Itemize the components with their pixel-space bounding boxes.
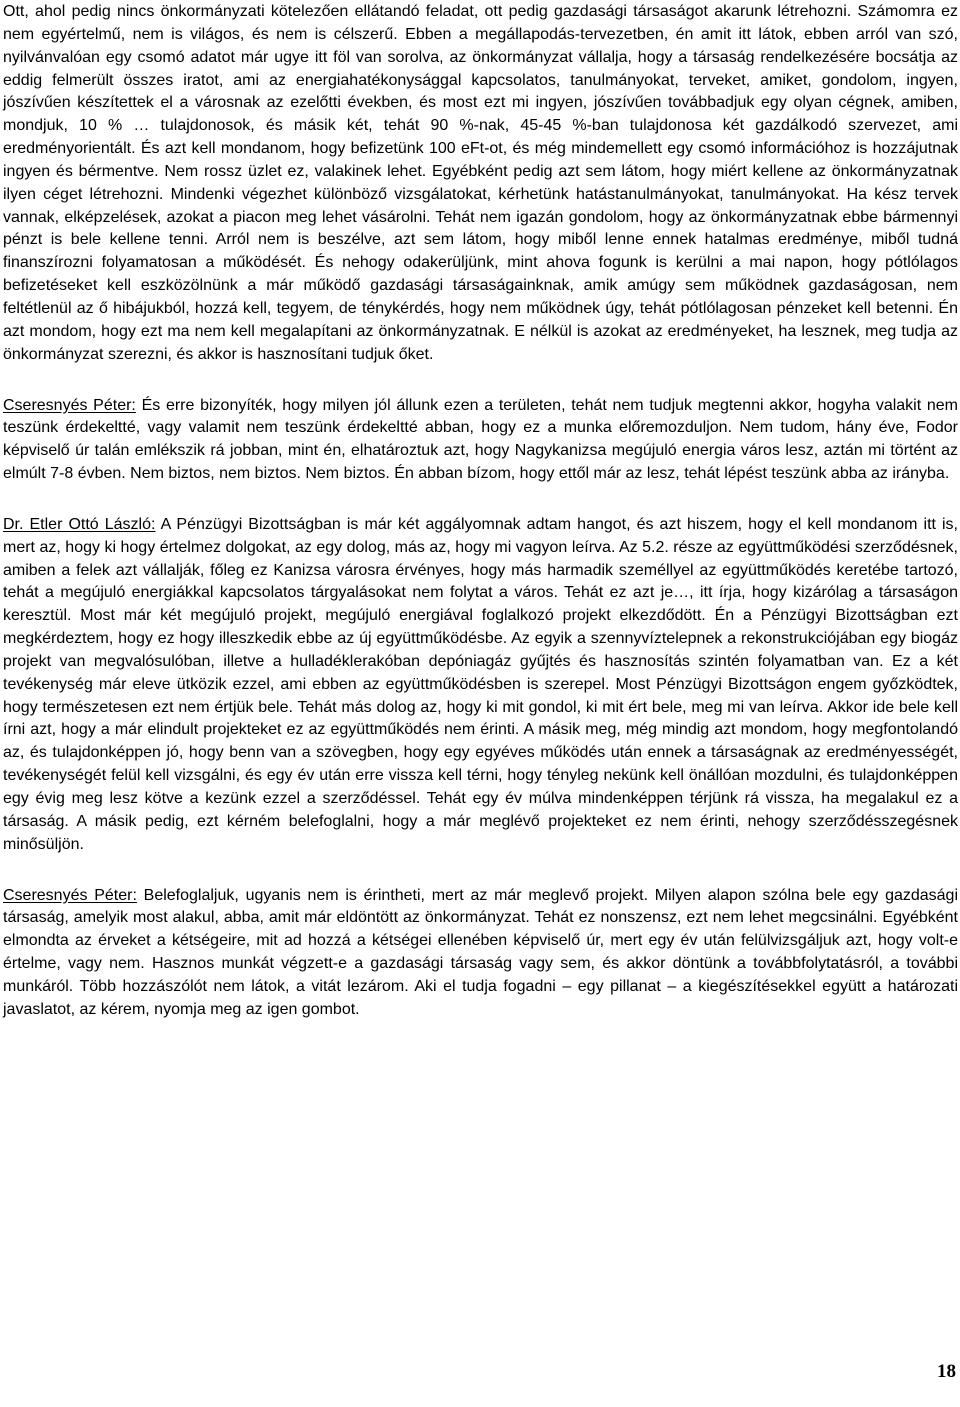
paragraph-3-text: A Pénzügyi Bizottságban is már két aggályomnak adtam hangot, és azt hiszem, hogy el kell mondanom itt is, mert az, hogy ki hogy értelmez dolgokat, az egy dolog, más az, hogy mi vagyon leírva. Az 5.2. része az együttműködési szerződésnek, amiben a felek azt vállalják, főleg ez Kanizsa városra érvényes, hogy más harmadik személlyel az együttműködés keretébe tartozó, tehát a megújuló energiákkal kapcsolatos tárgyalásokat nem folytat a város. Tehát ez azt je…, itt írja, hogy kizárólag a társaságon keresztül. Most már két megújuló projekt, megújuló energiával foglalkozó projekt elkezdődött. Én a Pénzügyi Bizottságban ezt megkérdeztem, hogy ez hogy illeszkedik ebbe az új együttműködésbe. Az egyik a szennyvíztelepnek a rekonstrukciójában egy biogáz projekt van megvalósulóban, illetve a hulladéklerakóban depóniagáz gyűjtés és hasznosítás szintén folyamatban van. Ez a két tevékenység már eleve ütközik ezzel, ami ebben az együttműködésben is szerepel. Most Pénzügyi Bizottságon engem győzködtek, hogy természetesen ezt nem értjük bele. Tehát más dolog az, hogy ki mit gondol, ki mit ért bele, meg mi van leírva. Akkor ide bele kell írni azt, hogy a már elindult projekteket ez az együttműködés nem érinti. A másik meg, még mindig azt mondom, hogy megfontolandó az, és tulajdonképpen jó, hogy benn van a szövegben, hogy egy egyéves működés után ennek a társaságnak az eredményességét, tevékenységét felül kell vizsgálni, és egy év után erre vissza kell térni, hogy tényleg nekünk kell önállóan mozdulni, és tulajdonképpen egy évig meg lesz kötve a kezünk ezzel a szerződéssel. Tehát egy év múlva mindenképpen térjünk rá vissza, ha megalakul ez a társaság. A másik pedig, ezt kérném belefoglalni, hogy a már meglévő projekteket ez nem érinti, nehogy szerződésszegésnek minősüljön. — [3, 515, 959, 853]
paragraph-spacer — [3, 486, 958, 514]
speaker-name: Dr. Etler Ottó László: — [3, 515, 156, 533]
paragraph-spacer — [3, 367, 958, 395]
paragraph-4 — [3, 885, 958, 1022]
paragraph-1-text: Ott, ahol pedig nincs önkormányzati kötelezően ellátandó feladat, ott pedig gazdasági társaságot akarunk létrehozni. Számomra ez nem egyértelmű, nem is világos, és nem is célszerű. Ebben a megállapodás-tervezetben, én amit itt látok, ebben arról van szó, nyilvánvalóan egy csomó adatot már ugye itt föl van sorolva, az önkormányzat vállalja, hogy a társaság rendelkezésére bocsátja az eddig felmerült összes iratot, ami az energiahatékonysággal kapcsolatos, tanulmányokat, terveket, amiket, gondolom, ingyen, jószívűen készítettek el a városnak az ezelőtti években, és most ezt mi ingyen, jószívűen továbbadjuk egy olyan cégnek, amiben, mondjuk, 10 % … tulajdonosok, és másik két, tehát 90 %-nak, 45-45 %-ban tulajdonosa két gazdálkodó szervezet, ami eredményorientált. És azt kell mondanom, hogy befizetünk 100 eFt-ot, és még mindemellett egy csomó információhoz is hozzájutnak ingyen és bérmentve. Nem rossz üzlet ez, valakinek lehet. Egyébként pedig azt sem látom, hogy miért kellene az önkormányzatnak ilyen céget létrehozni. Mindenki végezhet különböző vizsgálatokat, kérhetünk hatástanulmányokat, tanulmányokat. Ha kész tervek vannak, elképzelések, azokat a piacon meg lehet vásárolni. Tehát nem igazán gondolom, hogy az önkormányzatnak ebbe bármennyi pénzt is bele kellene tenni. Arról nem is beszélve, azt sem látom, hogy miből lenne ennek hatalmas eredménye, miből tudná finanszírozni folyamatosan a működését. És nehogy odakerüljünk, mint ahova fogunk is kerülni a mai napon, hogy pótlólagos befizetéseket kell eszközölnünk a már működő gazdasági társaságainknak, amik amúgy sem működnek gazdaságosan, nem feltétlenül az ő hibájukból, hozzá kell, tegyem, de ténykérdés, hogy nem működnek úgy, tehát pótlólagosan pénzeket kell betenni. Én azt mondom, hogy ezt ma nem kell megalapítani az önkormányzatnak. E nélkül is azokat az eredményeket, ha lesznek, meg tudja az önkormányzat szerezni, és akkor is hasznosítani tudjuk őket. — [3, 3, 958, 363]
page-number: 18 — [937, 1361, 956, 1382]
paragraph-2 — [3, 395, 958, 486]
paragraph-2-text: És erre bizonyíték, hogy milyen jól állunk ezen a területen, tehát nem tudjuk megtenni akkor, hogyha valakit nem teszünk érdekeltté, vagy valamit nem teszünk érdekeltté abban, hogy ez a munka előremozduljon. Nem tudom, hány éve, Fodor képviselő úr talán emlékszik rá jobban, mint én, elhatároztuk azt, hogy Nagykanizsa megújuló energia város lesz, aztán mi történt az elmúlt 7-8 évben. Nem biztos, nem biztos. Nem biztos. Én abban bízom, hogy ettől már az lesz, tehát lépést teszünk abba az irányba. — [3, 396, 959, 483]
speaker-name: Cseresnyés Péter: — [3, 886, 137, 904]
paragraph-4-text: Belefoglaljuk, ugyanis nem is érintheti, mert az már meglevő projekt. Milyen alapon szólna bele egy gazdasági társaság, amelyik most alakul, abba, amit már eldöntött az önkormányzat. Tehát ez nonszensz, ezt nem lehet megcsinálni. Egyébként elmondta az érveket a kétségeire, mit ad hozzá a kétségei ellenében képviselő úr, mert egy év után felülvizsgáljuk azt, hogy volt-e értelme, vagy nem. Hasznos munkát végzett-e a gazdasági társaság vagy sem, és akkor döntünk a továbbfolytatásról, a további munkáról. Több hozzászólót nem látok, a vitát lezárom. Aki el tudja fogadni – egy pillanat – a kiegészítésekkel együtt a határozati javaslatot, az kérem, nyomja meg az igen gombot. — [3, 886, 959, 1018]
paragraph-spacer — [3, 857, 958, 885]
paragraph-3 — [3, 514, 958, 857]
speaker-name: Cseresnyés Péter: — [3, 396, 136, 414]
paragraph-1 — [3, 1, 958, 367]
